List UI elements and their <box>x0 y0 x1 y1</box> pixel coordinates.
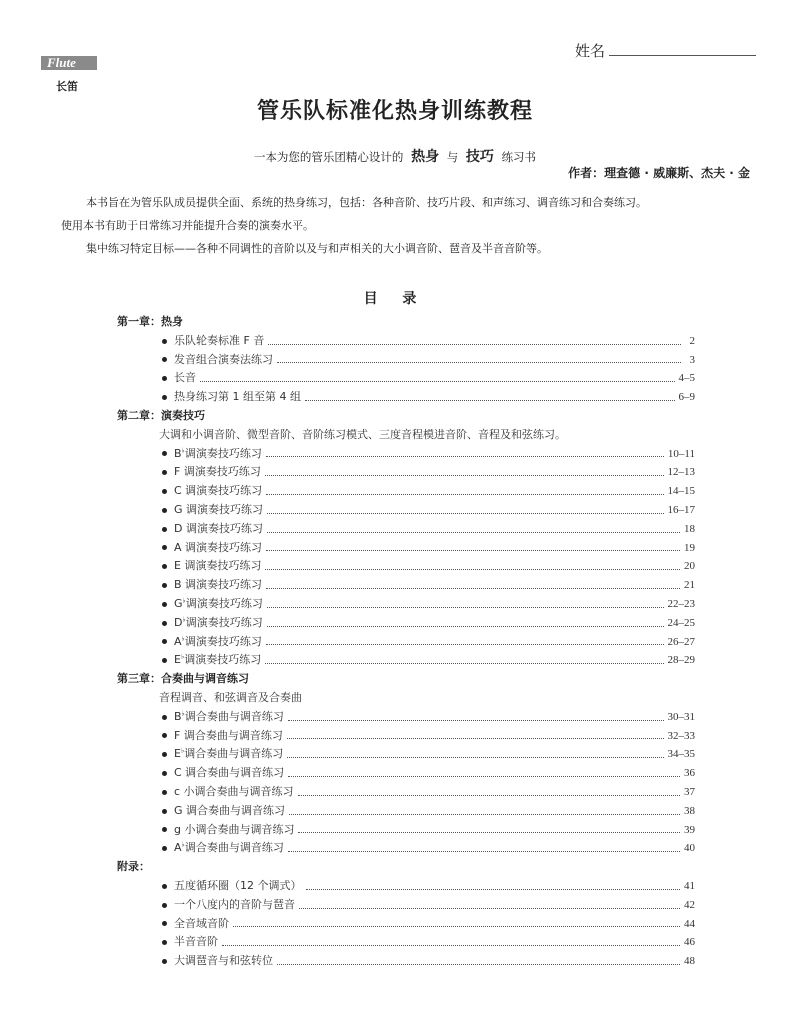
toc-page-number: 3 <box>689 353 695 366</box>
flat-sign-icon: ♭ <box>181 840 185 849</box>
dot-leader <box>233 926 680 927</box>
key-name: G <box>174 502 183 516</box>
toc-entry-label: 调合奏曲与调音练习 <box>181 766 285 780</box>
key-name: G <box>174 596 183 610</box>
toc-entry-label: 大调琶音与和弦转位 <box>174 954 273 968</box>
toc-page-number: 28–29 <box>667 654 695 667</box>
dot-leader <box>200 381 675 382</box>
dot-leader <box>266 456 664 457</box>
bullet-icon <box>162 564 167 569</box>
toc-page-number: 6–9 <box>678 391 695 404</box>
toc-page-number: 44 <box>684 917 695 930</box>
name-field-line <box>609 55 756 56</box>
key-name: A <box>174 634 182 648</box>
toc-page-number: 4–5 <box>678 372 695 385</box>
bullet-icon <box>162 733 167 738</box>
toc-entry-title <box>174 915 229 934</box>
bullet-icon <box>162 658 167 663</box>
toc-entry-label: 调演奏技巧练习 <box>185 615 263 629</box>
dot-leader <box>266 550 680 551</box>
subtitle-post: 练习书 <box>501 150 537 164</box>
subtitle-warmup: 热身 <box>411 149 440 165</box>
toc-page-number: 39 <box>684 823 695 836</box>
toc-entry-title <box>174 783 294 802</box>
toc-page-number: 30–31 <box>667 710 695 723</box>
subtitle <box>0 146 790 166</box>
name-label: 姓名 <box>575 42 606 60</box>
intro-paragraph-3: 集中练习特定目标——各种不同调性的音阶以及与和声相关的大小调音阶、琶音及半音音阶等。 <box>86 242 548 255</box>
toc-entry-label: 一个八度内的音阶与琶音 <box>174 897 295 911</box>
toc-entry-title <box>174 708 284 727</box>
flat-sign-icon: ♭ <box>180 746 185 755</box>
toc-entry-title <box>174 821 294 840</box>
toc-entry[interactable] <box>117 764 695 783</box>
toc-entry-label: 调演奏技巧练习 <box>180 465 261 479</box>
toc-page-number: 12–13 <box>667 466 695 479</box>
toc-entry-title <box>174 802 285 821</box>
toc-entry[interactable] <box>117 369 695 388</box>
toc-entry-label: 调演奏技巧练习 <box>184 446 262 460</box>
bullet-icon <box>162 809 167 814</box>
toc-entry[interactable] <box>117 332 695 351</box>
toc-entry[interactable] <box>117 633 695 652</box>
toc-entry[interactable] <box>117 727 695 746</box>
toc-entry[interactable] <box>117 463 695 482</box>
bullet-icon <box>162 903 167 908</box>
bullet-icon <box>162 940 167 945</box>
toc-entry-label: 调合奏曲与调音练习 <box>184 841 284 855</box>
dot-leader <box>299 908 680 909</box>
dot-leader <box>266 494 663 495</box>
bullet-icon <box>162 451 167 456</box>
key-name: g <box>174 822 181 836</box>
toc-entry[interactable] <box>117 557 695 576</box>
toc-entry[interactable] <box>117 501 695 520</box>
toc-entry-title <box>174 727 283 746</box>
key-name: A <box>174 841 182 855</box>
dot-leader <box>266 644 664 645</box>
bullet-icon <box>162 583 167 588</box>
page-title: 管乐队标准化热身训练教程 <box>256 99 533 124</box>
toc-page-number: 41 <box>684 879 695 892</box>
toc-page-number: 32–33 <box>667 729 695 742</box>
dot-leader <box>268 344 681 345</box>
toc-entry-label: 调合奏曲与调音练习 <box>184 709 284 723</box>
subtitle-and: 与 <box>446 150 459 164</box>
toc-entry-label: 调演奏技巧练习 <box>181 484 263 498</box>
toc-entry-title <box>174 933 218 952</box>
toc-entry-title <box>174 839 284 858</box>
toc-entry-label: 五度循环圈（12 个调式） <box>174 878 302 892</box>
bullet-icon <box>162 715 167 720</box>
bullet-icon <box>162 470 167 475</box>
table-of-contents <box>117 313 695 971</box>
toc-page-number: 26–27 <box>667 635 695 648</box>
toc-entry[interactable] <box>117 896 695 915</box>
flat-sign-icon: ♭ <box>181 633 185 642</box>
key-name: A <box>174 540 182 554</box>
toc-entry-title <box>174 764 284 783</box>
toc-entry[interactable] <box>117 952 695 971</box>
bullet-icon <box>162 376 167 381</box>
toc-entry-title <box>174 877 302 896</box>
toc-page-number: 36 <box>684 767 695 780</box>
toc-entry-label: 长音 <box>174 371 196 385</box>
toc-entry[interactable] <box>117 708 695 727</box>
toc-chapter-heading[interactable]: 第二章：演奏技巧 <box>117 408 205 422</box>
toc-chapter-description: 音程调音、和弦调音及合奏曲 <box>159 690 302 704</box>
toc-entry-label: 调演奏技巧练习 <box>180 559 262 573</box>
toc-page-number: 19 <box>684 541 695 554</box>
dot-leader <box>267 626 664 627</box>
bullet-icon <box>162 827 167 832</box>
toc-entry-title <box>174 445 262 464</box>
bullet-icon <box>162 545 167 550</box>
key-name: B <box>174 446 182 460</box>
bullet-icon <box>162 639 167 644</box>
bullet-icon <box>162 527 167 532</box>
toc-entry[interactable] <box>117 351 695 370</box>
toc-entry-title <box>174 463 261 482</box>
bullet-icon <box>162 395 167 400</box>
toc-entry[interactable] <box>117 576 695 595</box>
toc-chapter-heading[interactable]: 第三章：合奏曲与调音练习 <box>117 672 249 686</box>
bullet-icon <box>162 959 167 964</box>
key-name: F <box>174 728 181 742</box>
toc-entry-label: 全音域音阶 <box>174 916 229 930</box>
flat-sign-icon: ♭ <box>180 652 185 661</box>
bullet-icon <box>162 752 167 757</box>
toc-entry[interactable] <box>117 802 695 821</box>
dot-leader <box>277 964 680 965</box>
toc-page-number: 22–23 <box>667 597 695 610</box>
key-name: C <box>174 484 182 498</box>
bullet-icon <box>162 489 167 494</box>
toc-entry[interactable] <box>117 839 695 858</box>
toc-entry-title <box>174 576 262 595</box>
dot-leader <box>267 513 663 514</box>
toc-entry[interactable] <box>117 933 695 952</box>
author: 作者：理查德 · 威廉斯、杰夫 · 金 <box>568 166 750 180</box>
toc-entry-title <box>174 614 263 633</box>
toc-entry-title <box>174 539 262 558</box>
dot-leader <box>305 400 675 401</box>
toc-page-number: 34–35 <box>667 748 695 761</box>
flat-sign-icon: ♭ <box>182 596 186 605</box>
toc-entry[interactable] <box>117 783 695 802</box>
key-name: G <box>174 803 183 817</box>
toc-page-number: 18 <box>684 522 695 535</box>
bullet-icon <box>162 508 167 513</box>
toc-entry-label: 调合奏曲与调音练习 <box>182 803 286 817</box>
dot-leader <box>288 720 664 721</box>
dot-leader <box>266 588 680 589</box>
subtitle-pre: 一本为您的管乐团精心设计的 <box>253 150 404 164</box>
dot-leader <box>265 475 664 476</box>
toc-entry-label: 调合奏曲与调音练习 <box>184 747 284 761</box>
toc-page-number: 24–25 <box>667 616 695 629</box>
dot-leader <box>265 569 680 570</box>
key-name: F <box>174 465 181 479</box>
toc-entry-title <box>174 651 261 670</box>
dot-leader <box>287 738 664 739</box>
key-name: E <box>174 747 181 761</box>
toc-entry[interactable] <box>117 877 695 896</box>
key-name: B <box>174 709 182 723</box>
subtitle-technique: 技巧 <box>465 149 494 165</box>
toc-entry-label: 调演奏技巧练习 <box>184 653 262 667</box>
toc-entry-title <box>174 745 283 764</box>
dot-leader <box>265 663 663 664</box>
toc-page-number: 37 <box>684 785 695 798</box>
flat-sign-icon: ♭ <box>182 615 186 624</box>
toc-page-number: 48 <box>684 955 695 968</box>
toc-chapter-description: 大调和小调音阶、微型音阶、音阶练习模式、三度音程模进音阶、音程及和弦练习。 <box>159 427 566 441</box>
toc-page-number: 16–17 <box>667 503 695 516</box>
key-name: D <box>174 615 183 629</box>
bullet-icon <box>162 921 167 926</box>
toc-entry-label: 调演奏技巧练习 <box>184 634 262 648</box>
toc-entry-label: 热身练习第 1 组至第 4 组 <box>174 390 301 404</box>
dot-leader <box>267 607 664 608</box>
toc-entry[interactable] <box>117 520 695 539</box>
flat-sign-icon: ♭ <box>181 709 185 718</box>
dot-leader <box>287 757 663 758</box>
toc-entry[interactable] <box>117 595 695 614</box>
toc-entry-title <box>174 952 273 971</box>
toc-title: 目 录 <box>363 291 427 307</box>
toc-entry-title <box>174 369 196 388</box>
toc-entry[interactable] <box>117 482 695 501</box>
dot-leader <box>288 776 680 777</box>
instrument-tag-en: Flute <box>41 56 97 70</box>
instrument-tag-cn: 长笛 <box>56 80 78 93</box>
toc-entry-title <box>174 520 263 539</box>
bullet-icon <box>162 846 167 851</box>
key-name: C <box>174 766 182 780</box>
key-name: D <box>174 521 183 535</box>
key-name: E <box>174 559 181 573</box>
toc-entry-label: 调演奏技巧练习 <box>181 578 263 592</box>
toc-page-number: 40 <box>684 842 695 855</box>
intro-paragraph-1: 本书旨在为管乐队成员提供全面、系统的热身练习，包括：各种音阶、技巧片段、和声练习、调音练习和合奏练习。 <box>86 196 647 209</box>
bullet-icon <box>162 884 167 889</box>
toc-entry-label: 调演奏技巧练习 <box>182 521 263 535</box>
toc-entry-label: 乐队轮奏标准 F 音 <box>174 333 265 347</box>
dot-leader <box>298 795 680 796</box>
toc-page-number: 10–11 <box>667 447 695 460</box>
toc-entry[interactable] <box>117 821 695 840</box>
toc-page-number: 42 <box>684 898 695 911</box>
toc-entry-title <box>174 332 264 351</box>
toc-page-number: 21 <box>684 579 695 592</box>
dot-leader <box>222 945 680 946</box>
toc-entry[interactable] <box>117 388 695 407</box>
toc-entry-title <box>174 595 263 614</box>
toc-entry-label: 调演奏技巧练习 <box>185 596 263 610</box>
toc-page-number: 38 <box>684 804 695 817</box>
toc-entry-title <box>174 351 273 370</box>
toc-entry-label: 小调合奏曲与调音练习 <box>180 784 294 798</box>
key-name: B <box>174 578 182 592</box>
toc-entry-label: 半音音阶 <box>174 935 218 949</box>
toc-page-number: 46 <box>684 936 695 949</box>
bullet-icon <box>162 339 167 344</box>
toc-entry-label: 调合奏曲与调音练习 <box>180 728 283 742</box>
intro-paragraph-2: 使用本书有助于日常练习并能提升合奏的演奏水平。 <box>61 219 314 232</box>
toc-entry-title <box>174 896 295 915</box>
bullet-icon <box>162 621 167 626</box>
toc-entry-label: 小调合奏曲与调音练习 <box>180 822 295 836</box>
dot-leader <box>288 851 680 852</box>
dot-leader <box>306 889 681 890</box>
flat-sign-icon: ♭ <box>181 445 185 454</box>
toc-chapter-heading[interactable]: 第一章：热身 <box>117 315 183 328</box>
dot-leader <box>289 814 680 815</box>
toc-entry-label: 调演奏技巧练习 <box>182 502 264 516</box>
toc-entry-title <box>174 388 301 407</box>
toc-entry-label: 发音组合演奏法练习 <box>174 352 273 366</box>
toc-entry[interactable] <box>117 915 695 934</box>
toc-entry-title <box>174 501 263 520</box>
key-name: E <box>174 653 181 667</box>
bullet-icon <box>162 790 167 795</box>
dot-leader <box>267 532 680 533</box>
dot-leader <box>277 362 681 363</box>
toc-entry-label: 调演奏技巧练习 <box>181 540 263 554</box>
toc-entry[interactable] <box>117 745 695 764</box>
toc-page-number: 2 <box>689 334 695 347</box>
key-name: c <box>174 784 181 798</box>
toc-page-number: 20 <box>684 560 695 573</box>
toc-entry[interactable] <box>117 651 695 670</box>
bullet-icon <box>162 771 167 776</box>
toc-entry[interactable] <box>117 614 695 633</box>
toc-entry-title <box>174 633 262 652</box>
bullet-icon <box>162 357 167 362</box>
bullet-icon <box>162 602 167 607</box>
toc-page-number: 14–15 <box>667 485 695 498</box>
toc-entry[interactable] <box>117 445 695 464</box>
toc-entry-title <box>174 557 261 576</box>
toc-entry[interactable] <box>117 539 695 558</box>
toc-chapter-heading[interactable]: 附录： <box>117 860 150 874</box>
dot-leader <box>298 832 680 833</box>
toc-entry-title <box>174 482 262 501</box>
